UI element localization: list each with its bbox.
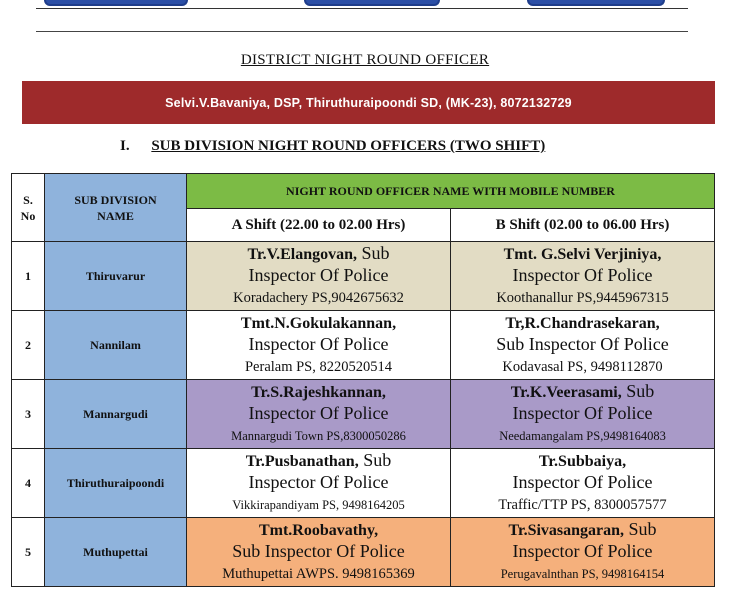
row-subdivision: Thiruthuraipoondi (45, 449, 187, 518)
district-title: DISTRICT NIGHT ROUND OFFICER (240, 52, 490, 68)
shift-b-officer-cell (451, 380, 715, 449)
shift-a-officer-cell (187, 518, 451, 587)
officer-name: Tr.Subbaiya, (538, 453, 627, 470)
header-shift-a: A Shift (22.00 to 02.00 Hrs) (187, 209, 451, 242)
officer-title: Sub Inspector Of Police (232, 541, 405, 561)
table-row (12, 518, 715, 587)
district-officer-banner (22, 81, 715, 124)
shift-a-officer-cell (187, 242, 451, 311)
shift-b-officer-cell (451, 242, 715, 311)
officer-name: Tr.S.Rajeshkannan, (251, 384, 386, 401)
officer-title: Inspector Of Police (248, 403, 389, 423)
row-subdivision: Nannilam (45, 311, 187, 380)
officer-station-phone: Kodavasal PS, 9498112870 (502, 359, 663, 375)
officer-station-phone: Koothanallur PS,9445967315 (496, 290, 669, 306)
header-tab-left (44, 0, 188, 6)
table-row (12, 449, 715, 518)
officer-title: Sub Inspector Of Police (496, 334, 669, 354)
night-round-table (11, 173, 715, 587)
row-sno: 3 (12, 380, 45, 449)
shift-a-officer-cell (187, 380, 451, 449)
officer-title-lead: Sub (358, 450, 392, 470)
row-sno: 1 (12, 242, 45, 311)
table-row (12, 242, 715, 311)
header-shift-b: B Shift (02.00 to 06.00 Hrs) (451, 209, 715, 242)
officer-title-lead: Sub (624, 519, 657, 539)
district-officer-text: Selvi.V.Bavaniya, DSP, Thiruthuraipoondi SD, (MK-23), 8072132729 (165, 95, 572, 110)
officer-name: Tmt.Roobavathy, (258, 522, 379, 539)
officer-title: Inspector Of Police (512, 403, 653, 423)
officer-station-phone: Perugavalnthan PS, 9498164154 (500, 567, 665, 581)
officer-title: Inspector Of Police (512, 541, 653, 561)
officer-name: Tr.K.Veerasami, (510, 384, 622, 401)
shift-b-officer-cell (451, 449, 715, 518)
header-subdivision-line2: NAME (97, 209, 134, 223)
officer-station-phone: Peralam PS, 8220520514 (244, 359, 392, 375)
section-title: SUB DIVISION NIGHT ROUND OFFICERS (TWO SHIFT) (151, 138, 546, 154)
row-sno: 4 (12, 449, 45, 518)
officer-station-phone: Mannargudi Town PS,8300050286 (231, 429, 406, 443)
header-sno (12, 174, 45, 242)
officer-name: Tr.Pusbanathan, (245, 453, 359, 470)
section-number: I. (120, 138, 130, 154)
row-sno: 2 (12, 311, 45, 380)
header-tab-center (304, 0, 440, 6)
officer-station-phone: Muthupettai AWPS. 9498165369 (222, 566, 415, 582)
header-sno-line2: No (20, 208, 36, 223)
row-sno: 5 (12, 518, 45, 587)
shift-b-officer-cell (451, 311, 715, 380)
section-heading (120, 138, 545, 155)
shift-b-officer-cell (451, 518, 715, 587)
shift-a-officer-cell (187, 311, 451, 380)
officer-title: Inspector Of Police (248, 334, 389, 354)
officer-name: Tr,R.Chandrasekaran, (505, 315, 660, 332)
header-sno-line1: S. (23, 192, 33, 207)
officer-name: Tmt. G.Selvi Verjiniya, (503, 246, 662, 263)
table-row (12, 380, 715, 449)
officer-name: Tmt.N.Gokulakannan, (240, 315, 397, 332)
officer-title: Inspector Of Police (512, 265, 653, 285)
officer-title: Inspector Of Police (512, 472, 653, 492)
officer-title: Inspector Of Police (248, 265, 389, 285)
officer-station-phone: Traffic/TTP PS, 8300057577 (498, 497, 667, 513)
row-subdivision: Muthupettai (45, 518, 187, 587)
header-subdivision (45, 174, 187, 242)
header-night-round: NIGHT ROUND OFFICER NAME WITH MOBILE NUMBER (187, 174, 715, 209)
officer-title: Inspector Of Police (248, 472, 389, 492)
officer-title-lead: Sub (621, 381, 655, 401)
officer-station-phone: Koradachery PS,9042675632 (233, 290, 404, 306)
officer-title-lead: Sub (357, 243, 390, 263)
row-subdivision: Thiruvarur (45, 242, 187, 311)
officer-station-phone: Vikkirapandiyam PS, 9498164205 (232, 498, 405, 512)
header-subdivision-line1: SUB DIVISION (74, 193, 157, 207)
officer-name: Tr.V.Elangovan, (247, 246, 357, 263)
header-tab-right (527, 0, 665, 6)
header-rule-2 (36, 31, 688, 32)
row-subdivision: Mannargudi (45, 380, 187, 449)
officer-name: Tr.Sivasangaran, (508, 522, 625, 539)
header-rule (36, 8, 688, 9)
table-row (12, 311, 715, 380)
officer-station-phone: Needamangalam PS,9498164083 (499, 429, 666, 443)
shift-a-officer-cell (187, 449, 451, 518)
